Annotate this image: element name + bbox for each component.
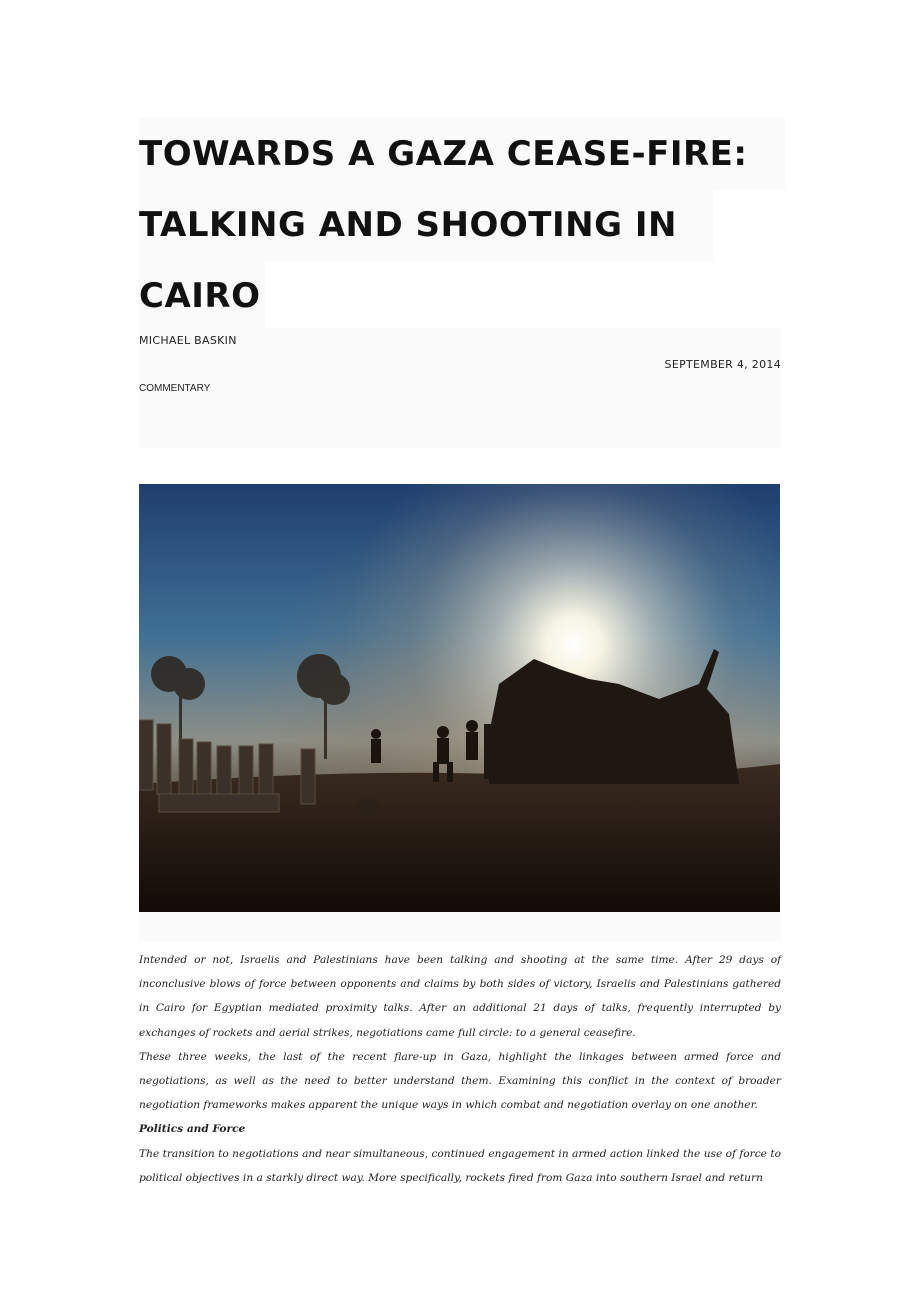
image-caption-bar [139,912,781,942]
author-name[interactable]: MICHAEL BASKIN [139,334,237,347]
article-title-line-3: CAIRO [139,260,265,332]
artillery-scene-illustration [139,484,780,912]
hero-image [139,484,780,912]
category-label[interactable]: COMMENTARY [139,383,211,394]
paragraph-2: These three weeks, the last of the recent flare-up in Gaza, highlight the linkages between armed force and negotiations, as well as the need to better understand them. Examining this conflict in the context of broader negotiation frameworks makes apparent the unique ways in which combat and negotiation overlay on one another. [139,1050,781,1112]
section-heading: Politics and Force [139,1123,246,1136]
publish-date: SEPTEMBER 4, 2014 [664,358,781,371]
section-paragraph: The transition to negotiations and near simultaneous, continued engagement in armed action linked the use of force to political objectives in a starkly direct way. More specifically, rockets fired from Gaza into southern Israel and return [139,1147,781,1184]
article-title-line-2: TALKING AND SHOOTING IN [139,189,713,261]
paragraph-1: Intended or not, Israelis and Palestinians have been talking and shooting at the same time. After 29 days of inconclusive blows of force between opponents and claims by both sides of victory, Israelis and Palestinians gathered in Cairo for Egyptian mediated proximity talks. After an additional 21 days of talks, frequently interrupted by exchanges of rockets and aerial strikes, negotiations came full circle: to a general ceasefire. [139,954,781,1039]
article-title-line-1: TOWARDS A GAZA CEASE-FIRE: [139,118,785,190]
article-body [139,948,781,1190]
